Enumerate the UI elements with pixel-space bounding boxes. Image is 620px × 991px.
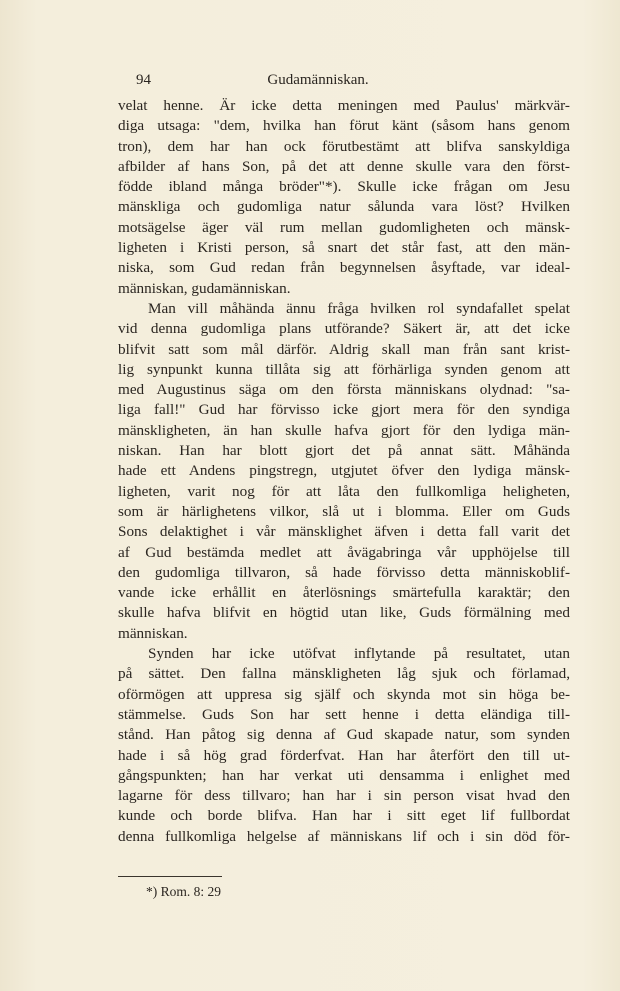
footnote-rule	[118, 876, 222, 877]
running-title: Gudamänniskan.	[267, 72, 369, 88]
text-line: mänskligheten, än han skulle hafva gjort för den lydiga män-	[118, 421, 570, 439]
text-line: hade i så hög grad förderfvat. Han har återfört den till ut-	[118, 746, 570, 764]
text-line: ligheten, varit nog för att låta den fullkomliga heligheten,	[118, 482, 570, 500]
text-line: Synden har icke utöfvat inflytande på resultatet, utan	[148, 645, 570, 663]
text-line: gångspunkten; han har verkat uti densamma i enlighet med	[118, 766, 570, 784]
text-line: människan, gudamänniskan.	[118, 279, 291, 297]
text-line: stämmelse. Guds Son har sett henne i detta eländiga till-	[118, 705, 570, 723]
text-line: af Gud bestämda medlet att åvägabringa vår upphöjelse till	[118, 543, 570, 561]
body-text	[118, 96, 570, 847]
text-line: niskan. Han har blott gjort det på annat sätt. Måhända	[118, 442, 570, 460]
text-line: afbilder af hans Son, på det att denne skulle vara den först-	[118, 157, 570, 175]
text-line: Sons delaktighet i vår mänsklighet äfven i detta fall varit det	[118, 523, 570, 541]
text-line: denna fullkomliga helgelse af människans lif och i sin död för-	[118, 827, 570, 845]
text-line: den gudomliga tillvaron, så hade förvisso detta människoblif-	[118, 563, 570, 581]
text-line: motsägelse äger väl rum mellan gudomligheten och mänsk-	[118, 218, 570, 236]
text-line: skulle hafva blifvit en högtid utan like, Guds förmälning med	[118, 604, 570, 622]
text-line: med Augustinus säga om den första människans olydnad: "sa-	[118, 381, 570, 399]
text-line: födde ibland många bröder"*). Skulle icke frågan om Jesu	[118, 178, 570, 196]
text-line: blifvit satt som mål därför. Aldrig skall man från sant krist-	[118, 340, 570, 358]
text-line: kunde och borde blifva. Han har i sitt eget lif fullbordat	[118, 807, 570, 825]
text-line: ligheten i Kristi person, så snart det står fast, att den män-	[118, 239, 570, 257]
text-line: diga utsaga: "dem, hvilka han förut känt (såsom hans genom	[118, 117, 570, 135]
text-line: människan.	[118, 624, 188, 642]
text-line: velat henne. Är icke detta meningen med Paulus' märkvär-	[118, 97, 570, 114]
page-number: 94	[136, 72, 151, 88]
page-header	[118, 72, 518, 92]
footnote: *) Rom. 8: 29	[146, 884, 222, 899]
text-line: mänskliga och gudomliga natur sålunda vara löst? Hvilken	[118, 198, 570, 216]
text-line: lig synpunkt kunna tillåta sig att förhärliga synden genom att	[118, 360, 570, 378]
text-line: niska, som Gud redan från begynnelsen åsyftade, var ideal-	[118, 259, 570, 277]
text-line: stånd. Han påtog sig denna af Gud skapade natur, som synden	[118, 726, 570, 744]
text-line: vande icke erhållit en återlösnings smärtefulla karaktär; den	[118, 584, 570, 602]
text-line: på sättet. Den fallna mänskligheten låg sjuk och förlamad,	[118, 665, 570, 683]
text-line: hade ett Andens pingstregn, utgjutet öfver den lydiga mänsk-	[118, 462, 570, 480]
text-line: Man vill måhända ännu fråga hvilken rol syndafallet spelat	[148, 299, 570, 317]
text-line: liga fall!" Gud har förvisso icke gjort mera för den syndiga	[118, 401, 570, 419]
text-line: lagarne för dess tillvaro; han har i sin person visat hvad den	[118, 787, 570, 805]
text-line: oförmögen att uppresa sig själf och skynda mot sin höga be-	[118, 685, 570, 703]
text-line: vid denna gudomliga plans utförande? Säkert är, att det icke	[118, 320, 570, 338]
text-line: tron), dem har han ock förutbestämt att blifva sanskyldiga	[118, 137, 570, 155]
text-line: som är härlighetens vilkor, slå ut i blomma. Eller om Guds	[118, 502, 570, 520]
